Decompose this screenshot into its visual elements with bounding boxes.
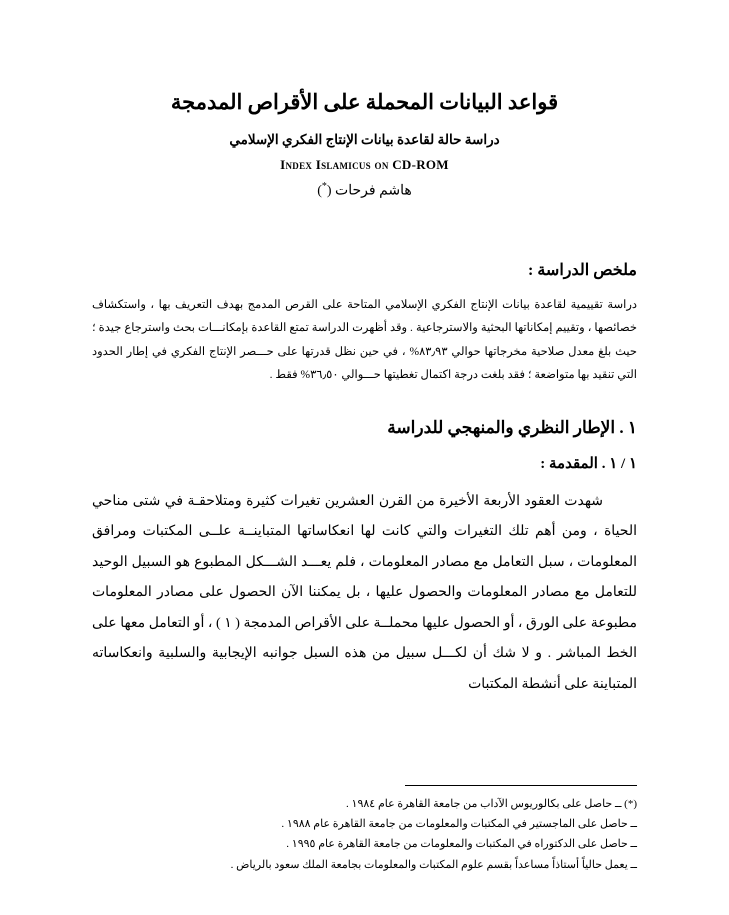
subsection-heading-1-1: ١ / ١ . المقدمة : <box>540 455 637 472</box>
author-line <box>92 180 637 201</box>
footnote-line-4: ــ يعمل حالياً أستاذاً مساعداً بقسم علوم المكتبات والمعلومات بجامعة الملك سعود بالرياض . <box>230 858 637 871</box>
document-subtitle: دراسة حالة لقاعدة بيانات الإنتاج الفكري الإسلامي <box>229 132 500 148</box>
abstract-heading: ملخص الدراسة : <box>528 261 637 279</box>
author-paren-close: ) <box>317 183 322 199</box>
footnote-line-2: ــ حاصل على الماجستير في المكتبات والمعلومات من جامعة القاهرة عام ١٩٨٨ . <box>281 817 637 830</box>
abstract-text: دراسة تقييمية لقاعدة بيانات الإنتاج الفكري الإسلامي المتاحة على القرص المدمج بهدف التعريف بها ، واستكشاف خصائصها ، وتقييم إمكاناتها البحثية والاسترجاعية . وقد أظهرت الدراسة تمتع القاعدة بإمكانـــات بحث واسترجاع جيدة ؛ حيث بلغ معدل صلاحية مخرجاتها حوالي ٨٣٫٩٣% ، في حين نظل قدرتها على حـــصر الإنتاج الفكري في إطار الحدود التي تنقيد بها متواضعة ؛ فقد بلغت درجة اكتمال تغطيتها حـــوالي ٣٦٫٥٠% فقط . <box>92 298 637 382</box>
title-block <box>92 88 637 202</box>
body-paragraph-1-text: شهدت العقود الأربعة الأخيرة من القرن العشرين تغيرات كثيرة ومتلاحقـة في شتى مناحي الحياة ، ومن أهم تلك التغيرات والتي كانت لها انعكاساتها المتباينــة علــى المكتبات ومرافق المعلومات ، سبل التعامل مع مصادر المعلومات ، فلم يعـــد الشـــكل المطبوع هو السبيل الوحيد للتعامل مع مصادر المعلومات والحصول عليها ، بل يمكننا الآن الحصول على مصادر المعلومات مطبوعة على الورق ، أو الحصول عليها محملــة على الأقراص المدمجة ( ١ ) ، أو التعامل معها على الخط المباشر . و لا شك أن لكـــل سبيل من هذه السبل جوانبه الإيجابية والسلبية وانعكاساته المتباينة على أنشطة المكتبات <box>92 493 637 692</box>
footnote-area <box>92 785 637 875</box>
document-subtitle-english: Index Islamicus on CD-ROM <box>280 157 449 173</box>
author-footnote-marker: * <box>321 181 327 193</box>
footnote-line-3: ــ حاصل على الدكتوراه في المكتبات والمعلومات من جامعة القاهرة عام ١٩٩٥ . <box>286 838 637 851</box>
section-heading-1: ١ . الإطار النظري والمنهجي للدراسة <box>387 417 637 437</box>
author-name: هاشم فرحات ( <box>326 183 412 199</box>
page-title: قواعد البيانات المحملة على الأقراص المدمجة <box>170 90 559 114</box>
footnote-divider <box>405 785 637 786</box>
footnote-line-1: (*) ــ حاصل على بكالوريوس الآداب من جامعة القاهرة عام ١٩٨٤ . <box>346 797 637 810</box>
body-paragraph-1 <box>92 487 637 701</box>
